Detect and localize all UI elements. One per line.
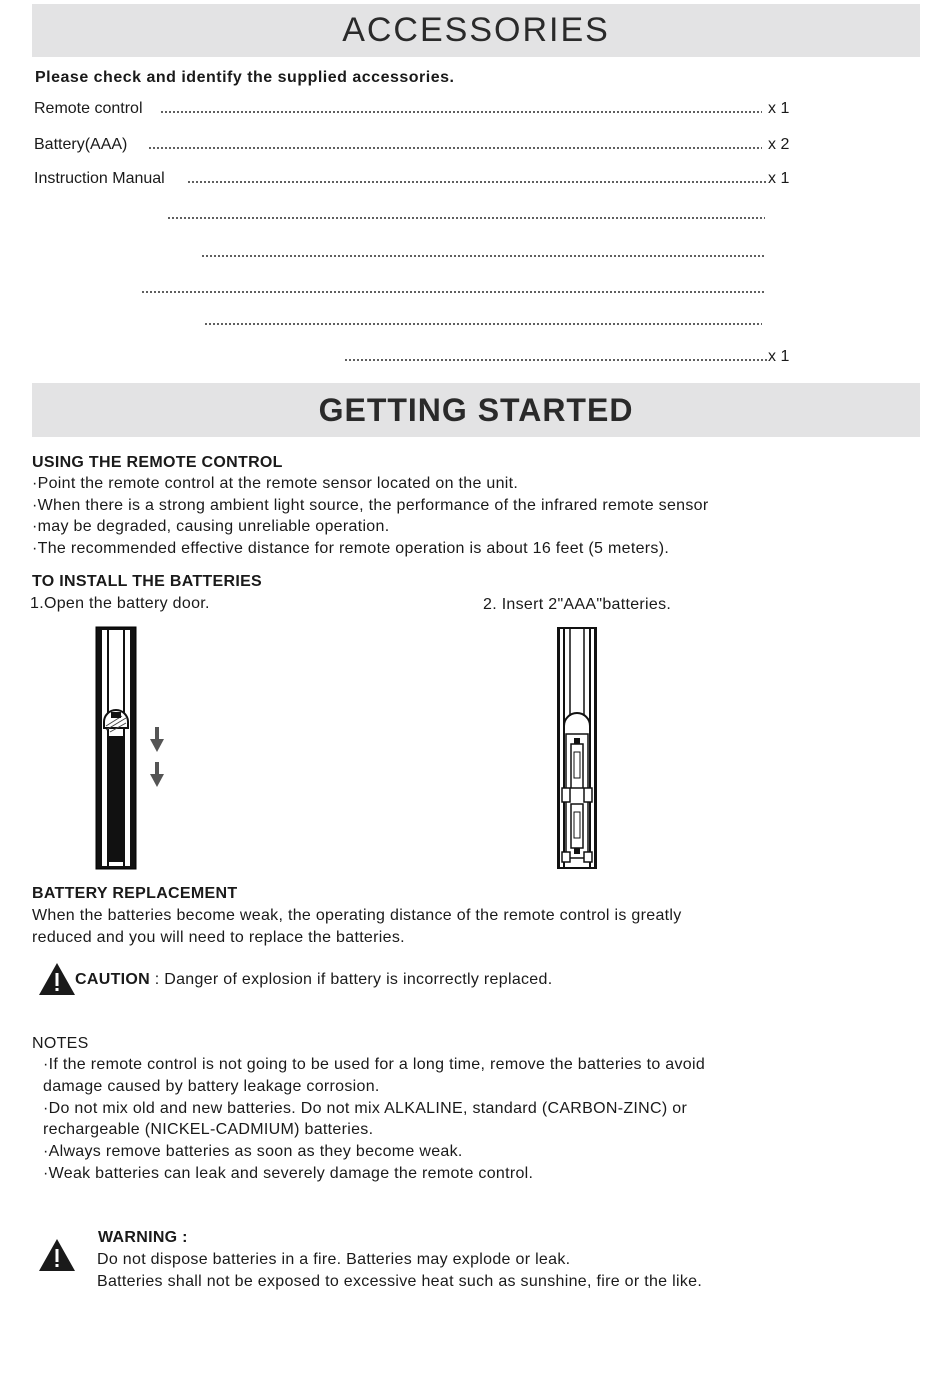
notes-line: rechargeable (NICKEL-CADMIUM) batteries. <box>43 1121 374 1138</box>
accessory-row <box>34 312 794 332</box>
accessory-row <box>34 280 794 300</box>
caution-warning-icon <box>38 962 76 996</box>
warning-line: Batteries shall not be exposed to excessive heat such as sunshine, fire or the like. <box>97 1273 703 1290</box>
leader-dots <box>204 323 762 325</box>
leader-dots <box>148 147 762 149</box>
getting-started-title: GETTING STARTED <box>318 391 634 428</box>
accessory-name: Remote control <box>34 100 143 117</box>
getting-started-header-band <box>32 383 920 437</box>
accessory-name: Battery(AAA) <box>34 136 128 153</box>
install-step-1: 1.Open the battery door. <box>30 595 210 612</box>
remote-heading: USING THE REMOTE CONTROL <box>32 454 283 471</box>
notes-line: ·Do not mix old and new batteries. Do not mix ALKALINE, standard (CARBON-ZINC) or <box>43 1100 688 1117</box>
accessory-qty: x 1 <box>768 100 790 117</box>
accessory-row <box>34 136 794 156</box>
remote-line: ·Point the remote control at the remote sensor located on the unit. <box>32 475 519 492</box>
notes-line: ·Always remove batteries as soon as they become weak. <box>43 1143 463 1160</box>
leader-dots <box>167 217 765 219</box>
remote-line: ·When there is a strong ambient light source, the performance of the infrared remote sensor <box>32 497 709 514</box>
warning-heading: WARNING : <box>98 1229 188 1246</box>
accessory-row <box>34 348 794 368</box>
replacement-heading: BATTERY REPLACEMENT <box>32 885 238 902</box>
caution-label: CAUTION <box>75 971 150 988</box>
accessory-row <box>34 100 794 120</box>
accessory-row <box>34 244 794 264</box>
accessory-qty: x 1 <box>768 348 790 365</box>
accessory-name: Instruction Manual <box>34 170 165 187</box>
notes-line: ·If the remote control is not going to be used for a long time, remove the batteries to avoid <box>43 1056 706 1073</box>
install-step-2: 2. Insert 2"AAA"batteries. <box>483 596 672 613</box>
accessory-qty: x 1 <box>768 170 790 187</box>
notes-heading: NOTES <box>32 1035 89 1052</box>
caution-line <box>75 971 552 989</box>
accessory-qty: x 2 <box>768 136 790 153</box>
leader-dots <box>201 255 765 257</box>
leader-dots <box>344 359 768 361</box>
remote-line: ·The recommended effective distance for remote operation is about 16 feet (5 meters). <box>32 540 670 557</box>
warning-line: Do not dispose batteries in a fire. Batteries may explode or leak. <box>97 1251 571 1268</box>
accessory-row <box>34 206 794 226</box>
remote-back-batteries-illustration <box>556 626 598 870</box>
down-arrow-icon <box>149 762 165 788</box>
accessories-header-band <box>32 4 920 57</box>
down-arrow-icon <box>149 727 165 753</box>
remote-line: ·may be degraded, causing unreliable operation. <box>32 518 390 535</box>
install-heading: TO INSTALL THE BATTERIES <box>32 573 263 590</box>
leader-dots <box>160 111 762 113</box>
accessories-intro: Please check and identify the supplied accessories. <box>35 69 455 86</box>
accessories-title: ACCESSORIES <box>342 11 610 49</box>
warning-icon <box>38 1238 76 1272</box>
remote-back-open-door-illustration <box>95 626 137 870</box>
leader-dots <box>187 181 767 183</box>
notes-line: damage caused by battery leakage corrosion. <box>43 1078 380 1095</box>
accessory-row <box>34 170 794 190</box>
caution-text: : Danger of explosion if battery is incorrectly replaced. <box>149 971 553 988</box>
replacement-line: reduced and you will need to replace the batteries. <box>32 929 405 946</box>
replacement-line: When the batteries become weak, the operating distance of the remote control is greatly <box>32 907 682 924</box>
notes-line: ·Weak batteries can leak and severely damage the remote control. <box>43 1165 534 1182</box>
leader-dots <box>141 291 765 293</box>
